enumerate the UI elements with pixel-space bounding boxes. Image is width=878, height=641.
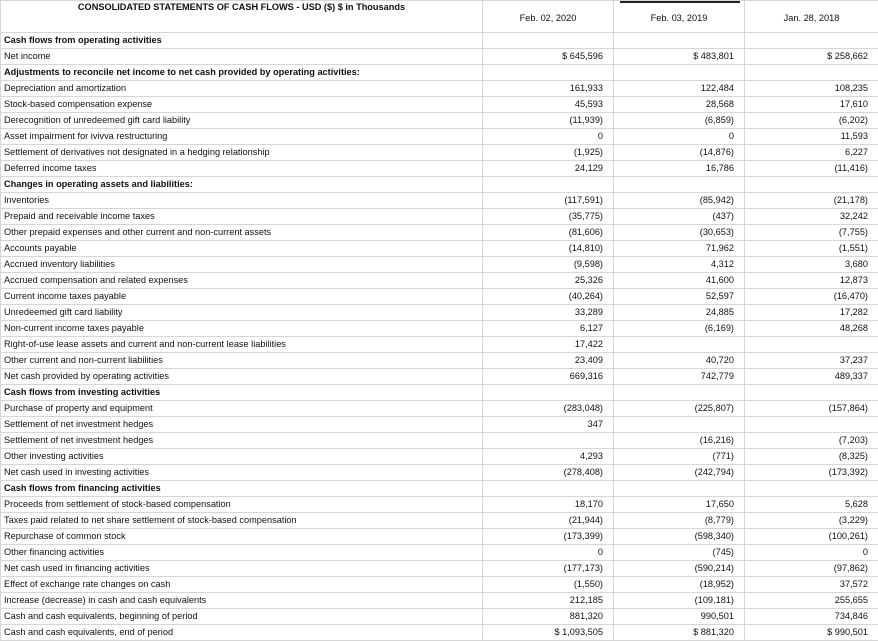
value-fy2018: (97,862)	[745, 561, 878, 577]
table-row	[1, 529, 878, 545]
line-item-label: Settlement of net investment hedges	[1, 417, 483, 433]
value-fy2020: (1,925)	[483, 145, 614, 161]
value-fy2018: 6,227	[745, 145, 878, 161]
value-fy2020: 33,289	[483, 305, 614, 321]
line-item-label: Prepaid and receivable income taxes	[1, 209, 483, 225]
value-fy2019: (598,340)	[614, 529, 745, 545]
section-label: Cash flows from operating activities	[1, 33, 483, 49]
value-fy2018: (7,203)	[745, 433, 878, 449]
value-fy2018	[745, 417, 878, 433]
line-item-label: Depreciation and amortization	[1, 81, 483, 97]
value-fy2020: (177,173)	[483, 561, 614, 577]
line-item-label: Net cash provided by operating activities	[1, 369, 483, 385]
table-row	[1, 577, 878, 593]
value-fy2018: (100,261)	[745, 529, 878, 545]
value-fy2019	[614, 177, 745, 193]
header-row	[1, 1, 878, 33]
section-header-row	[1, 65, 878, 81]
value-fy2018	[745, 177, 878, 193]
line-item-label: Repurchase of common stock	[1, 529, 483, 545]
value-fy2020: (173,399)	[483, 529, 614, 545]
section-label: Adjustments to reconcile net income to net cash provided by operating activities:	[1, 65, 483, 81]
value-fy2019	[614, 337, 745, 353]
value-fy2019	[614, 417, 745, 433]
table-row	[1, 369, 878, 385]
line-item-label: Accrued compensation and related expenses	[1, 273, 483, 289]
line-item-label: Cash and cash equivalents, end of period	[1, 625, 483, 641]
value-fy2018: 12,873	[745, 273, 878, 289]
column-header-fy2020: Feb. 02, 2020	[483, 1, 614, 33]
value-fy2018: $ 258,662	[745, 49, 878, 65]
value-fy2018: (157,864)	[745, 401, 878, 417]
value-fy2019: (6,859)	[614, 113, 745, 129]
table-row	[1, 321, 878, 337]
value-fy2019: 122,484	[614, 81, 745, 97]
line-item-label: Non-current income taxes payable	[1, 321, 483, 337]
value-fy2019: (745)	[614, 545, 745, 561]
value-fy2020: 0	[483, 545, 614, 561]
value-fy2019: (30,653)	[614, 225, 745, 241]
value-fy2018	[745, 33, 878, 49]
value-fy2020: 161,933	[483, 81, 614, 97]
value-fy2019: (16,216)	[614, 433, 745, 449]
section-header-row	[1, 177, 878, 193]
table-row	[1, 353, 878, 369]
table-row	[1, 81, 878, 97]
table-row	[1, 225, 878, 241]
value-fy2020: 25,326	[483, 273, 614, 289]
value-fy2020: (283,048)	[483, 401, 614, 417]
table-row	[1, 497, 878, 513]
value-fy2020	[483, 481, 614, 497]
line-item-label: Cash and cash equivalents, beginning of period	[1, 609, 483, 625]
line-item-label: Deferred income taxes	[1, 161, 483, 177]
line-item-label: Other prepaid expenses and other current and non-current assets	[1, 225, 483, 241]
value-fy2020: (81,606)	[483, 225, 614, 241]
value-fy2018: 0	[745, 545, 878, 561]
section-header-row	[1, 385, 878, 401]
value-fy2019: $ 483,801	[614, 49, 745, 65]
value-fy2018: 37,572	[745, 577, 878, 593]
value-fy2020: 881,320	[483, 609, 614, 625]
value-fy2018: 32,242	[745, 209, 878, 225]
line-item-label: Accrued inventory liabilities	[1, 257, 483, 273]
table-row	[1, 401, 878, 417]
value-fy2019: 41,600	[614, 273, 745, 289]
line-item-label: Current income taxes payable	[1, 289, 483, 305]
table-row	[1, 257, 878, 273]
value-fy2019: 4,312	[614, 257, 745, 273]
value-fy2020: 23,409	[483, 353, 614, 369]
table-row	[1, 209, 878, 225]
line-item-label: Other investing activities	[1, 449, 483, 465]
value-fy2019	[614, 65, 745, 81]
value-fy2018: (3,229)	[745, 513, 878, 529]
table-row	[1, 449, 878, 465]
value-fy2019: (437)	[614, 209, 745, 225]
value-fy2020: (35,775)	[483, 209, 614, 225]
value-fy2020: 24,129	[483, 161, 614, 177]
table-row	[1, 305, 878, 321]
table-row	[1, 545, 878, 561]
section-header-row	[1, 33, 878, 49]
table-row	[1, 337, 878, 353]
value-fy2020: 4,293	[483, 449, 614, 465]
value-fy2018: (7,755)	[745, 225, 878, 241]
value-fy2020: (14,810)	[483, 241, 614, 257]
value-fy2020	[483, 385, 614, 401]
value-fy2020: (9,598)	[483, 257, 614, 273]
value-fy2020	[483, 33, 614, 49]
line-item-label: Effect of exchange rate changes on cash	[1, 577, 483, 593]
value-fy2018: 17,282	[745, 305, 878, 321]
value-fy2019: 17,650	[614, 497, 745, 513]
line-item-label: Taxes paid related to net share settlement of stock-based compensation	[1, 513, 483, 529]
table-row	[1, 593, 878, 609]
value-fy2020: $ 1,093,505	[483, 625, 614, 641]
value-fy2019: 742,779	[614, 369, 745, 385]
section-label: Cash flows from financing activities	[1, 481, 483, 497]
table-row	[1, 241, 878, 257]
value-fy2019: 24,885	[614, 305, 745, 321]
table-row	[1, 289, 878, 305]
value-fy2018: (6,202)	[745, 113, 878, 129]
value-fy2019	[614, 385, 745, 401]
value-fy2018: 5,628	[745, 497, 878, 513]
value-fy2018: (11,416)	[745, 161, 878, 177]
value-fy2019: 990,501	[614, 609, 745, 625]
table-row	[1, 129, 878, 145]
line-item-label: Other current and non-current liabilities	[1, 353, 483, 369]
value-fy2020	[483, 65, 614, 81]
value-fy2020: (40,264)	[483, 289, 614, 305]
line-item-label: Asset impairment for ivivva restructuring	[1, 129, 483, 145]
line-item-label: Net income	[1, 49, 483, 65]
value-fy2019: (242,794)	[614, 465, 745, 481]
value-fy2020: (21,944)	[483, 513, 614, 529]
section-label: Changes in operating assets and liabilities:	[1, 177, 483, 193]
value-fy2019: 0	[614, 129, 745, 145]
section-label: Cash flows from investing activities	[1, 385, 483, 401]
value-fy2020: 0	[483, 129, 614, 145]
value-fy2020: (1,550)	[483, 577, 614, 593]
value-fy2019: (771)	[614, 449, 745, 465]
table-row	[1, 161, 878, 177]
value-fy2018	[745, 385, 878, 401]
table-row	[1, 625, 878, 641]
value-fy2020: 17,422	[483, 337, 614, 353]
value-fy2019	[614, 481, 745, 497]
value-fy2019: 40,720	[614, 353, 745, 369]
value-fy2020: 6,127	[483, 321, 614, 337]
value-fy2018: 734,846	[745, 609, 878, 625]
value-fy2018: 108,235	[745, 81, 878, 97]
value-fy2018	[745, 65, 878, 81]
value-fy2018: (16,470)	[745, 289, 878, 305]
line-item-label: Inventories	[1, 193, 483, 209]
table-row	[1, 513, 878, 529]
value-fy2019: (109,181)	[614, 593, 745, 609]
line-item-label: Unredeemed gift card liability	[1, 305, 483, 321]
line-item-label: Purchase of property and equipment	[1, 401, 483, 417]
value-fy2019: (14,876)	[614, 145, 745, 161]
section-header-row	[1, 481, 878, 497]
value-fy2019: 28,568	[614, 97, 745, 113]
value-fy2018	[745, 337, 878, 353]
table-row	[1, 193, 878, 209]
statement-title: CONSOLIDATED STATEMENTS OF CASH FLOWS - USD ($) $ in Thousands	[1, 1, 483, 33]
value-fy2019: 16,786	[614, 161, 745, 177]
value-fy2019	[614, 33, 745, 49]
line-item-label: Right-of-use lease assets and current and non-current lease liabilities	[1, 337, 483, 353]
value-fy2019: 71,962	[614, 241, 745, 257]
table-row	[1, 417, 878, 433]
value-fy2018: 17,610	[745, 97, 878, 113]
value-fy2020: (278,408)	[483, 465, 614, 481]
line-item-label: Settlement of net investment hedges	[1, 433, 483, 449]
line-item-label: Net cash used in investing activities	[1, 465, 483, 481]
value-fy2019: $ 881,320	[614, 625, 745, 641]
value-fy2018: (173,392)	[745, 465, 878, 481]
value-fy2020: (11,939)	[483, 113, 614, 129]
line-item-label: Derecognition of unredeemed gift card liability	[1, 113, 483, 129]
value-fy2018: (1,551)	[745, 241, 878, 257]
value-fy2018: 3,680	[745, 257, 878, 273]
value-fy2018: 11,593	[745, 129, 878, 145]
value-fy2019: (18,952)	[614, 577, 745, 593]
table-row	[1, 561, 878, 577]
value-fy2020: (117,591)	[483, 193, 614, 209]
table-row	[1, 97, 878, 113]
line-item-label: Increase (decrease) in cash and cash equivalents	[1, 593, 483, 609]
table-row	[1, 145, 878, 161]
value-fy2018: 48,268	[745, 321, 878, 337]
table-row	[1, 433, 878, 449]
value-fy2020	[483, 177, 614, 193]
value-fy2020: 669,316	[483, 369, 614, 385]
table-row	[1, 49, 878, 65]
value-fy2019: (6,169)	[614, 321, 745, 337]
line-item-label: Proceeds from settlement of stock-based compensation	[1, 497, 483, 513]
table-row	[1, 609, 878, 625]
value-fy2019: (8,779)	[614, 513, 745, 529]
value-fy2019: (225,807)	[614, 401, 745, 417]
value-fy2020: 45,593	[483, 97, 614, 113]
value-fy2019: 52,597	[614, 289, 745, 305]
value-fy2020: 18,170	[483, 497, 614, 513]
value-fy2018	[745, 481, 878, 497]
value-fy2018: 255,655	[745, 593, 878, 609]
value-fy2018: 489,337	[745, 369, 878, 385]
line-item-label: Net cash used in financing activities	[1, 561, 483, 577]
line-item-label: Accounts payable	[1, 241, 483, 257]
table-row	[1, 113, 878, 129]
value-fy2018: (21,178)	[745, 193, 878, 209]
value-fy2020: 347	[483, 417, 614, 433]
value-fy2019: (590,214)	[614, 561, 745, 577]
value-fy2018: 37,237	[745, 353, 878, 369]
column-header-fy2019: Feb. 03, 2019	[614, 1, 745, 33]
table-row	[1, 273, 878, 289]
value-fy2018: $ 990,501	[745, 625, 878, 641]
table-row	[1, 465, 878, 481]
column-header-fy2018: Jan. 28, 2018	[745, 1, 878, 33]
line-item-label: Settlement of derivatives not designated in a hedging relationship	[1, 145, 483, 161]
value-fy2019: (85,942)	[614, 193, 745, 209]
line-item-label: Other financing activities	[1, 545, 483, 561]
value-fy2020	[483, 433, 614, 449]
value-fy2020: 212,185	[483, 593, 614, 609]
value-fy2018: (8,325)	[745, 449, 878, 465]
line-item-label: Stock-based compensation expense	[1, 97, 483, 113]
value-fy2020: $ 645,596	[483, 49, 614, 65]
